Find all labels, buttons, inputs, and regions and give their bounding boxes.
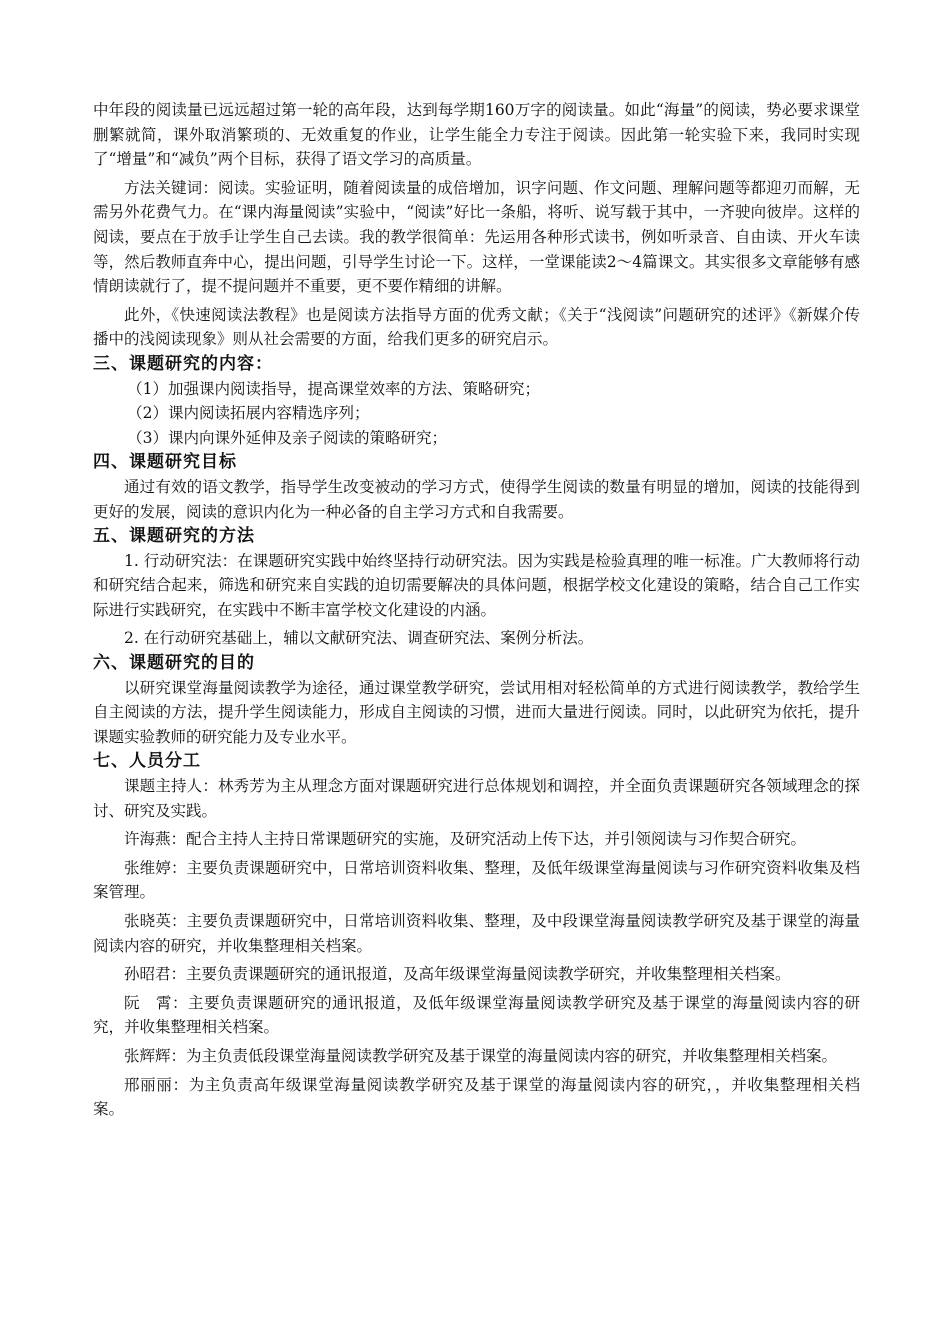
section-5-paragraph-1: 1. 行动研究法：在课题研究实践中始终坚持行动研究法。因为实践是检验真理的唯一标准。广大教师将行动和研究结合起来，筛选和研究来自实践的迫切需要解决的具体问题，根据学校文化建设的策略，结合自己工作实际进行实践研究，在实践中不断丰富学校文化建设的内涵。 xyxy=(93,551,860,619)
section-3-item: （2）课内阅读拓展内容精选序列； xyxy=(127,404,370,423)
section-7-heading: 七、人员分工 xyxy=(93,751,201,772)
intro-paragraph-2: 方法关键词：阅读。实验证明，随着阅读量的成倍增加，识字问题、作文问题、理解问题等都迎刃而解，无需另外花费气力。在“课内海量阅读”实验中，“阅读”好比一条船，将听、说写载于其中，一齐驶向彼岸。这样的阅读，要点在于放手让学生自己去读。我的教学很简单：先运用各种形式读书，例如听录音、自由读、开火车读等，然后教师直奔中心，提出问题，引导学生讨论一下。这样，一堂课能读2～4篇课文。其实很多文章能够有感情朗读就行了，提不提问题并不重要，更不要作精细的讲解。 xyxy=(93,178,860,296)
document-page xyxy=(93,98,860,1122)
member-entry: 张辉辉：为主负责低段课堂海量阅读教学研究及基于课堂的海量阅读内容的研究，并收集整理相关档案。 xyxy=(124,1046,838,1065)
section-4-heading: 四、课题研究目标 xyxy=(93,452,237,473)
section-6-paragraph: 以研究课堂海量阅读教学为途径，通过课堂教学研究，尝试用相对轻松简单的方式进行阅读教学，教给学生自主阅读的方法，提升学生阅读能力，形成自主阅读的习惯，进而大量进行阅读。同时，以此研究为依托，提升课题实验教师的研究能力及专业水平。 xyxy=(93,678,860,746)
member-entry: 孙昭君：主要负责课题研究的通讯报道，及高年级课堂海量阅读教学研究，并收集整理相关档案。 xyxy=(124,965,791,984)
member-entry: 许海燕：配合主持人主持日常课题研究的实施，及研究活动上传下达，并引领阅读与习作契合研究。 xyxy=(124,830,807,849)
member-entry: 阮 霄：主要负责课题研究的通讯报道，及低年级课堂海量阅读教学研究及基于课堂的海量阅读内容的研究，并收集整理相关档案。 xyxy=(93,993,860,1037)
member-entry: 张维婷：主要负责课题研究中，日常培训资料收集、整理，及低年级课堂海量阅读与习作研究资料收集及档案管理。 xyxy=(93,858,860,902)
section-5-paragraph-2: 2. 在行动研究基础上，辅以文献研究法、调查研究法、案例分析法。 xyxy=(124,629,594,648)
member-entry: 课题主持人：林秀芳为主从理念方面对课题研究进行总体规划和调控，并全面负责课题研究各领域理念的探讨、研究及实践。 xyxy=(93,777,860,820)
intro-paragraph-3: 此外，《快速阅读法教程》也是阅读方法指导方面的优秀文献；《关于“浅阅读”问题研究的述评》《新媒介传播中的浅阅读现象》则从社会需要的方面，给我们更多的研究启示。 xyxy=(93,305,860,349)
section-5-heading: 五、课题研究的方法 xyxy=(93,526,255,547)
section-3-heading: 三、课题研究的内容： xyxy=(93,353,273,374)
member-entry: 张晓英：主要负责课题研究中，日常培训资料收集、整理，及中段课堂海量阅读教学研究及基于课堂的海量阅读内容的研究，并收集整理相关档案。 xyxy=(93,912,860,955)
section-3-item: （3）课内向课外延伸及亲子阅读的策略研究； xyxy=(127,428,447,447)
section-6-heading: 六、课题研究的目的 xyxy=(93,653,255,674)
intro-paragraph-1: 中年段的阅读量已远远超过第一轮的高年段，达到每学期160万字的阅读量。如此“海量”的阅读，势必要求课堂删繁就简，课外取消繁琐的、无效重复的作业，让学生能全力专注于阅读。因此第一轮实验下来，我同时实现了“增量”和“减负”两个目标，获得了语文学习的高质量。 xyxy=(93,101,860,169)
section-3-item: （1）加强课内阅读指导，提高课堂效率的方法、策略研究； xyxy=(127,379,540,398)
section-4-paragraph: 通过有效的语文教学，指导学生改变被动的学习方式，使得学生阅读的数量有明显的增加，阅读的技能得到更好的发展，阅读的意识内化为一种必备的自主学习方式和自我需要。 xyxy=(93,477,860,521)
member-entry: 邢丽丽：为主负责高年级课堂海量阅读教学研究及基于课堂的海量阅读内容的研究，，并收集整理相关档案。 xyxy=(93,1075,860,1119)
